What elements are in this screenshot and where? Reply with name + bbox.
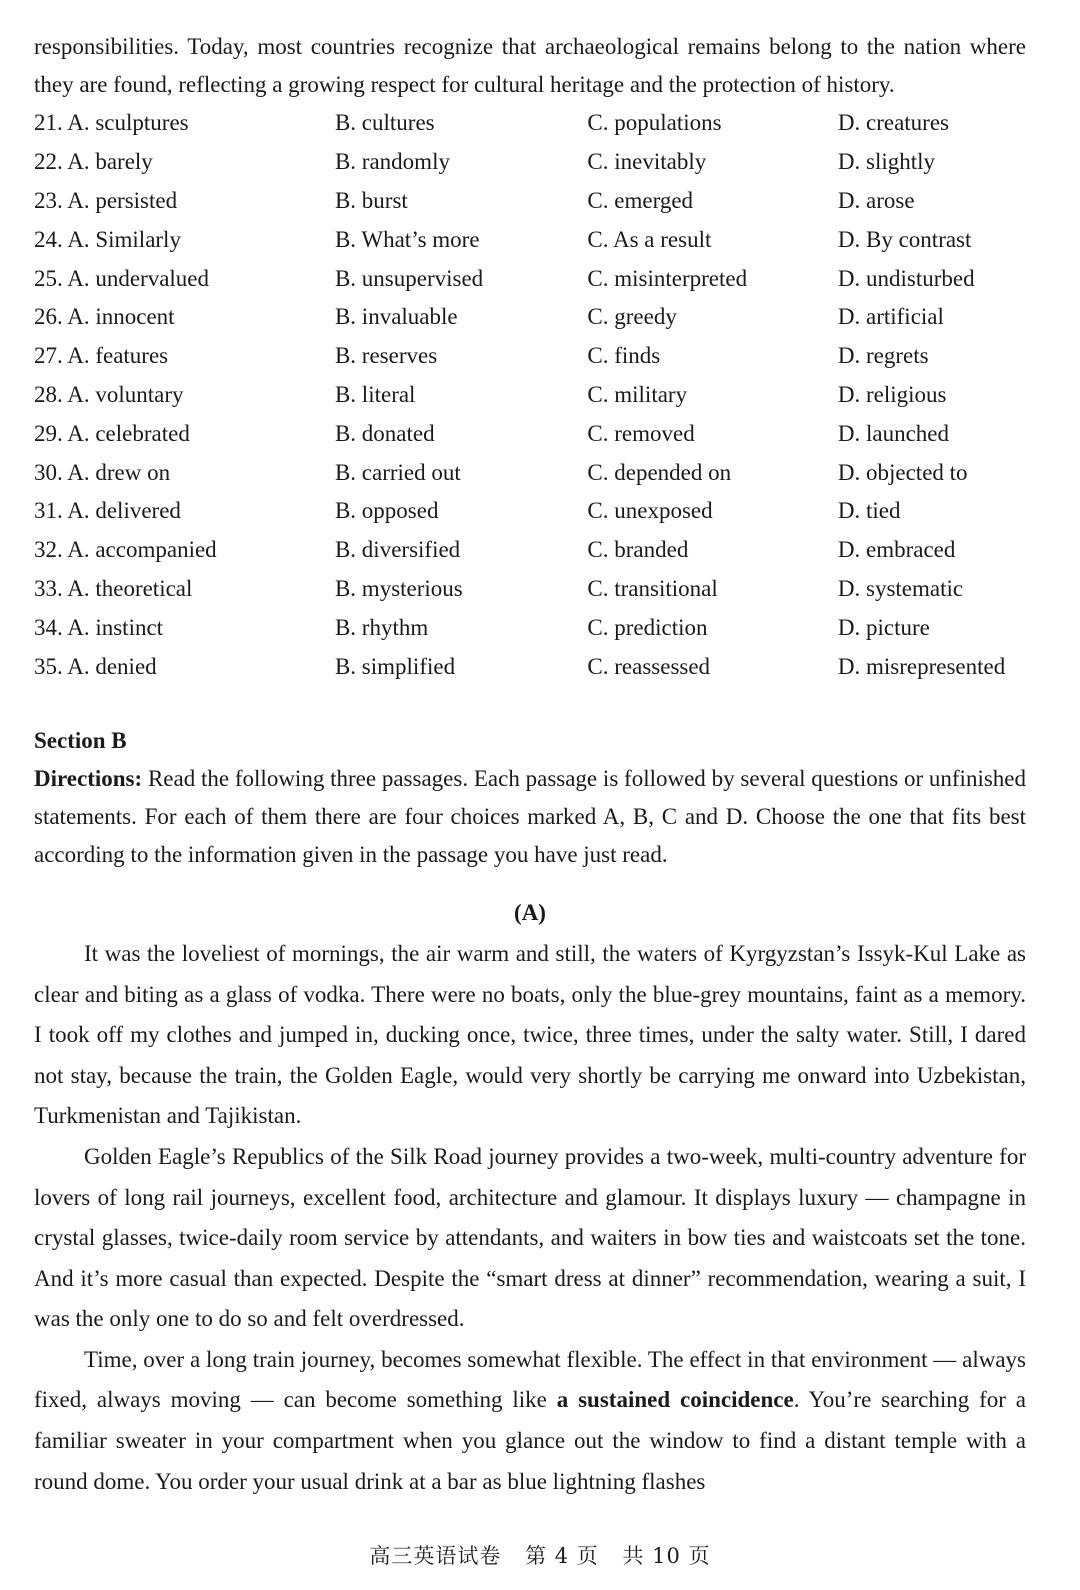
- option-choice: C. unexposed: [587, 498, 713, 524]
- option-row: [34, 143, 1026, 182]
- option-choice: 34. A. instinct: [34, 614, 164, 640]
- option-choice: D. regrets: [837, 343, 929, 369]
- option-choice: B. simplified: [334, 653, 456, 679]
- option-row: [34, 492, 1026, 531]
- intro-paragraph: responsibilities. Today, most countries recognize that archaeological remains belong to the nation where they are found, reflecting a growing respect for cultural heritage and the protection of history.: [34, 34, 1026, 97]
- footer-title: 高三英语试卷: [369, 1544, 502, 1568]
- option-choice: D. embraced: [837, 537, 956, 563]
- option-choice: B. burst: [334, 187, 408, 213]
- passage-paragraph-3: [34, 1340, 1026, 1502]
- option-choice: C. emerged: [587, 187, 694, 213]
- option-row: [34, 608, 1026, 647]
- directions-label: Directions:: [34, 765, 143, 791]
- option-choice: B. randomly: [334, 149, 450, 175]
- option-choice: D. arose: [837, 187, 915, 213]
- option-choice: 35. A. denied: [34, 653, 157, 679]
- option-choice: B. unsupervised: [334, 265, 484, 291]
- option-choice: D. launched: [837, 420, 950, 446]
- option-choice: C. misinterpreted: [587, 265, 748, 291]
- option-choice: 33. A. theoretical: [34, 575, 193, 601]
- option-choice: B. mysterious: [334, 575, 463, 601]
- option-row: [34, 182, 1026, 221]
- footer-page: 第 4 页: [525, 1544, 599, 1568]
- option-choice: D. picture: [837, 614, 930, 640]
- option-choice: C. finds: [587, 343, 661, 369]
- option-choice: C. prediction: [587, 614, 708, 640]
- passage-paragraph-1: It was the loveliest of mornings, the air warm and still, the waters of Kyrgyzstan’s Issyk-Kul Lake as clear and biting as a glass of vodka. There were no boats, only the blue-grey mountains, faint as a memory. I took off my clothes and jumped in, ducking once, twice, three times, under the salty water. Still, I dared not stay, because the train, the Golden Eagle, would very shortly be carrying me onward into Uzbekistan, Turkmenistan and Tajikistan.: [34, 940, 1026, 1129]
- option-choice: D. religious: [837, 381, 947, 407]
- footer-total: 共 10 页: [622, 1544, 711, 1568]
- option-choice: 32. A. accompanied: [34, 537, 217, 563]
- passage-paragraph-2: Golden Eagle’s Republics of the Silk Road journey provides a two-week, multi-country adventure for lovers of long rail journeys, excellent food, architecture and glamour. It displays luxury — champagne in crystal glasses, twice-daily room service by attendants, and waiters in bow ties and waistcoats set the tone. And it’s more casual than expected. Despite the “smart dress at dinner” recommendation, wearing a suit, I was the only one to do so and felt overdressed.: [34, 1143, 1026, 1332]
- option-row: [34, 376, 1026, 415]
- option-choice: 30. A. drew on: [34, 459, 171, 485]
- option-choice: B. carried out: [334, 459, 461, 485]
- option-choice: 24. A. Similarly: [34, 226, 181, 252]
- directions-text: Read the following three passages. Each passage is followed by several questions or unfinished statements. For each of them there are four choices marked A, B, C and D. Choose the one that fits best according to the information given in the passage you have just read.: [34, 765, 1026, 867]
- option-choice: C. populations: [587, 110, 722, 136]
- option-row: [34, 647, 1026, 686]
- exam-page: [34, 28, 1026, 1502]
- option-choice: D. slightly: [837, 149, 936, 175]
- option-choice: D. By contrast: [837, 226, 972, 252]
- option-choice: C. depended on: [587, 459, 732, 485]
- option-choice: D. objected to: [837, 459, 968, 485]
- passage-label: (A): [514, 899, 546, 925]
- option-row: [34, 570, 1026, 609]
- option-choice: B. rhythm: [334, 614, 429, 640]
- p3-bold-phrase: a sustained coincidence: [556, 1387, 794, 1413]
- option-choice: C. transitional: [587, 575, 718, 601]
- page-footer: [0, 1540, 1080, 1570]
- option-choice: 26. A. innocent: [34, 304, 175, 330]
- p3-text-after: . You’re searching for a familiar sweater in your compartment when you glance out the window to find a distant temple with a round dome. You order your usual drink at a bar as blue lightning flashes: [34, 1387, 1027, 1494]
- option-choice: C. branded: [587, 537, 689, 563]
- option-choice: D. systematic: [837, 575, 964, 601]
- option-choice: C. greedy: [587, 304, 677, 330]
- option-row: [34, 453, 1026, 492]
- option-choice: D. creatures: [837, 110, 949, 136]
- option-row: [34, 531, 1026, 570]
- option-choice: C. As a result: [587, 226, 712, 252]
- option-choice: B. invaluable: [334, 304, 458, 330]
- option-choice: C. removed: [587, 420, 695, 446]
- option-choice: D. undisturbed: [837, 265, 975, 291]
- option-choice: C. military: [587, 381, 688, 407]
- option-choice: 23. A. persisted: [34, 187, 178, 213]
- section-b-title: Section B: [34, 727, 127, 753]
- option-choice: 31. A. delivered: [34, 498, 181, 524]
- option-row: [34, 259, 1026, 298]
- option-choice: 28. A. voluntary: [34, 381, 184, 407]
- option-row: [34, 298, 1026, 337]
- option-choice: D. misrepresented: [837, 653, 1006, 679]
- option-choice: 22. A. barely: [34, 149, 153, 175]
- option-row: [34, 337, 1026, 376]
- option-choice: B. reserves: [334, 343, 438, 369]
- option-choice: C. inevitably: [587, 149, 707, 175]
- option-choice: 25. A. undervalued: [34, 265, 210, 291]
- options-list: [34, 104, 1026, 686]
- passage-a: [34, 934, 1026, 1502]
- option-choice: B. literal: [334, 381, 416, 407]
- option-row: [34, 104, 1026, 143]
- option-row: [34, 220, 1026, 259]
- option-choice: 27. A. features: [34, 343, 169, 369]
- option-choice: 29. A. celebrated: [34, 420, 190, 446]
- p3-text-before: Time, over a long train journey, becomes somewhat flexible. The effect in that environment — always fixed, always moving — can become something like: [34, 1346, 1026, 1413]
- option-choice: 21. A. sculptures: [34, 110, 189, 136]
- option-choice: B. cultures: [334, 110, 435, 136]
- option-choice: B. opposed: [334, 498, 439, 524]
- option-choice: B. donated: [334, 420, 435, 446]
- directions-paragraph: [34, 760, 1026, 874]
- option-choice: C. reassessed: [587, 653, 711, 679]
- option-choice: B. What’s more: [334, 226, 480, 252]
- option-choice: D. tied: [837, 498, 901, 524]
- option-choice: B. diversified: [334, 537, 461, 563]
- option-choice: D. artificial: [837, 304, 944, 330]
- option-row: [34, 414, 1026, 453]
